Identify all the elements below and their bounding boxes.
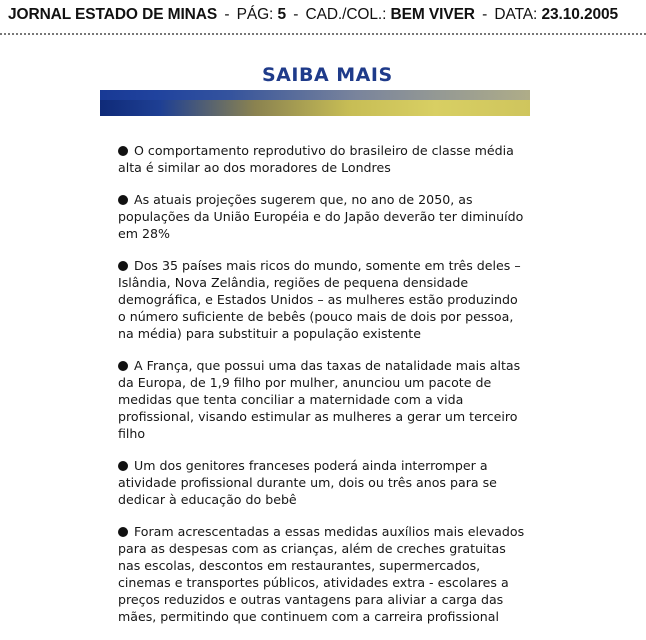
date-value: 23.10.2005 [541, 6, 619, 23]
item-text: A França, que possui uma das taxas de natalidade mais altas da Europa, de 1,9 filho por mulher, anunciou um pacote de medidas que tenta conciliar a maternidade com a vida profissional, visando estimular as mulheres a gerar um terceiro filho [118, 358, 521, 441]
clipping-header [8, 6, 638, 30]
header-separator: - [293, 6, 299, 23]
item-text: O comportamento reprodutivo do brasileiro de classe média alta é similar ao dos moradores de Londres [118, 143, 514, 175]
page-value: 5 [277, 6, 286, 23]
bullet-icon [118, 461, 128, 471]
bullet-icon [118, 361, 128, 371]
list-item [118, 142, 528, 176]
publication-name: JORNAL ESTADO DE MINAS [8, 6, 218, 23]
bullet-icon [118, 146, 128, 156]
section-value: BEM VIVER [390, 6, 475, 23]
bullet-icon [118, 527, 128, 537]
item-text: Dos 35 países mais ricos do mundo, somente em três deles – Islândia, Nova Zelândia, regiões de pequena densidade demográfica, e Estados Unidos – as mulheres estão produzindo o número suficiente de bebês (pouco mais de dois por pessoa, na média) para substituir a população existente [118, 258, 521, 341]
list-item [118, 457, 528, 508]
list-item [118, 257, 528, 342]
bullet-icon [118, 195, 128, 205]
item-text: Foram acrescentadas a essas medidas auxílios mais elevados para as despesas com as crianças, além de creches gratuitas nas escolas, descontos em restaurantes, supermercados, cinemas e transportes públicos, atividades extra - escolares a preços reduzidos e outras vantagens para aliviar a carga das mães, permitindo que continuem com a carreira profissional [118, 524, 525, 624]
dotted-divider [0, 33, 646, 35]
item-text: Um dos genitores franceses poderá ainda interromper a atividade profissional durante um, dois ou três anos para se dedicar à educação do bebê [118, 458, 497, 507]
bullet-icon [118, 261, 128, 271]
item-text: As atuais projeções sugerem que, no ano de 2050, as populações da União Européia e do Japão deverão ter diminuído em 28% [118, 192, 524, 241]
date-label: DATA: [494, 6, 538, 23]
header-separator: - [224, 6, 230, 23]
list-item [118, 523, 528, 625]
page-label: PÁG: [236, 6, 274, 23]
section-label: CAD./COL.: [305, 6, 387, 23]
list-item [118, 357, 528, 442]
header-separator: - [482, 6, 488, 23]
box-title: SAIBA MAIS [262, 64, 393, 86]
list-item [118, 191, 528, 242]
title-color-band [100, 90, 530, 116]
facts-list [118, 142, 528, 640]
